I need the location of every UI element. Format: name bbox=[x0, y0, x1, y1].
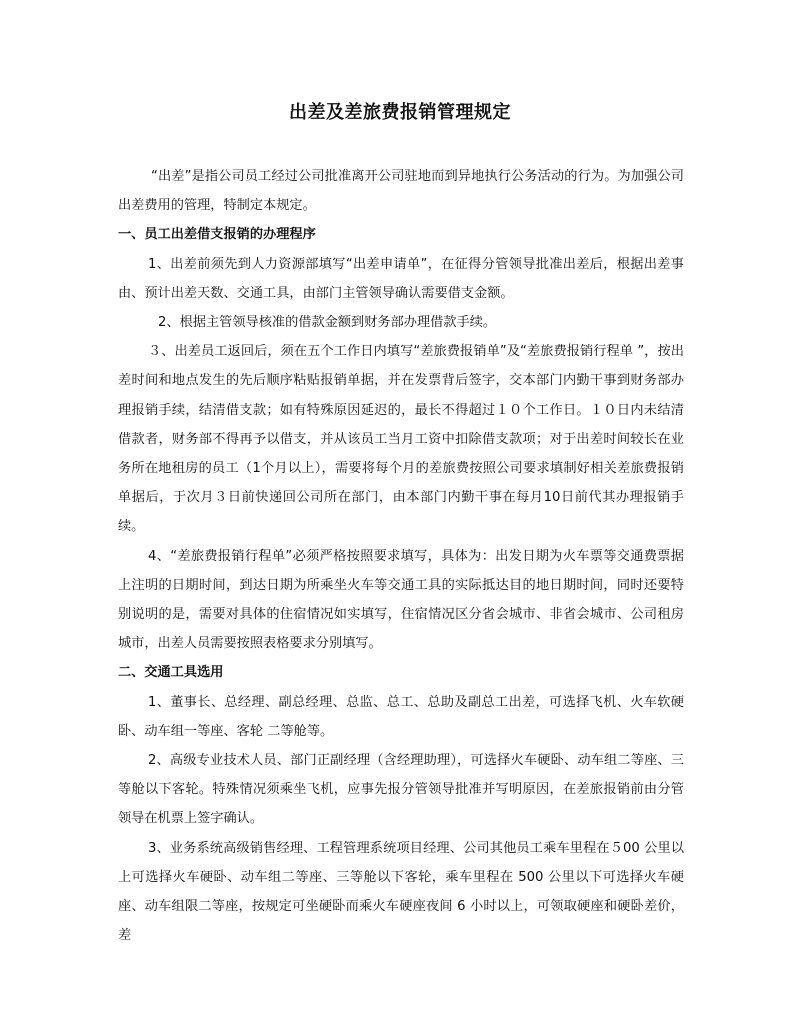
section2-item-3: 3、业务系统高级销售经理、工程管理系统项目经理、公司其他员工乘车里程在５00 公里以上可选择火车硬卧、动车组二等座、三等舱以下客轮，乘车里程在 500 公里以下可选择火车硬座、动车组限二等座，按规定可坐硬卧而乘火车硬座夜间 6 小时以上，可领取硬座和硬卧差价，差 bbox=[118, 840, 684, 944]
section1-item-3: ３、出差员工返回后，须在五个工作日内填写“差旅费报销单”及“差旅费报销行程单 ”，按出差时间和地点发生的先后顺序粘贴报销单据，并在发票背后签字，交本部门内勤干事到财务部办理报销手续，结清借支款；如有特殊原因延迟的，最长不得超过１０个工作日。１０日内未结清借款者，财务部不得再予以借支，并从该员工当月工资中扣除借支款项；对于出差时间较长在业务所在地租房的员工（1个月以上），需要将每个月的差旅费按照公司要求填制好相关差旅费报销单据后，于次月３日前快递回公司所在部门，由本部门内勤干事在每月10日前代其办理报销手续。 bbox=[118, 344, 684, 535]
section2-item-1: 1、董事长、总经理、副总经理、总监、总工、总助及副总工出差，可选择飞机、火车软硬卧、动车组一等座、客轮 二等舱等。 bbox=[118, 694, 684, 739]
section1-item-2: 2、根据主管领导核准的借款金额到财务部办理借款手续。 bbox=[158, 315, 497, 331]
document-body bbox=[118, 162, 684, 950]
section1-item-1: 1、出差前须先到人力资源部填写“出差申请单”，在征得分管领导批准出差后，根据出差事由、预计出差天数、交通工具，由部门主管领导确认需要借支金额。 bbox=[118, 256, 684, 301]
section-heading-1: 一、员工出差借支报销的办理程序 bbox=[118, 227, 316, 243]
section2-item-2: 2、高级专业技术人员、部门正副经理（含经理助理），可选择火车硬卧、动车组二等座、三等舱以下客轮。特殊情况须乘坐飞机，应事先报分管领导批准并写明原因，在差旅报销前由分管领导在机票上签字确认。 bbox=[118, 753, 684, 827]
section-heading-2: 二、交通工具选用 bbox=[118, 665, 224, 681]
section1-item-4: 4、“差旅费报销行程单”必须严格按照要求填写，具体为：出发日期为火车票等交通费票据上注明的日期时间，到达日期为所乘坐火车等交通工具的实际抵达目的地日期时间，同时还要特别说明的是，需要对具体的住宿情况如实填写，住宿情况区分省会城市、非省会城市、公司租房城市，出差人员需要按照表格要求分别填写。 bbox=[118, 548, 684, 652]
document-title: 出差及差旅费报销管理规定 bbox=[289, 102, 511, 123]
intro-paragraph: “出差”是指公司员工经过公司批准离开公司驻地而到异地执行公务活动的行为。为加强公司出差费用的管理，特制定本规定。 bbox=[118, 169, 684, 214]
